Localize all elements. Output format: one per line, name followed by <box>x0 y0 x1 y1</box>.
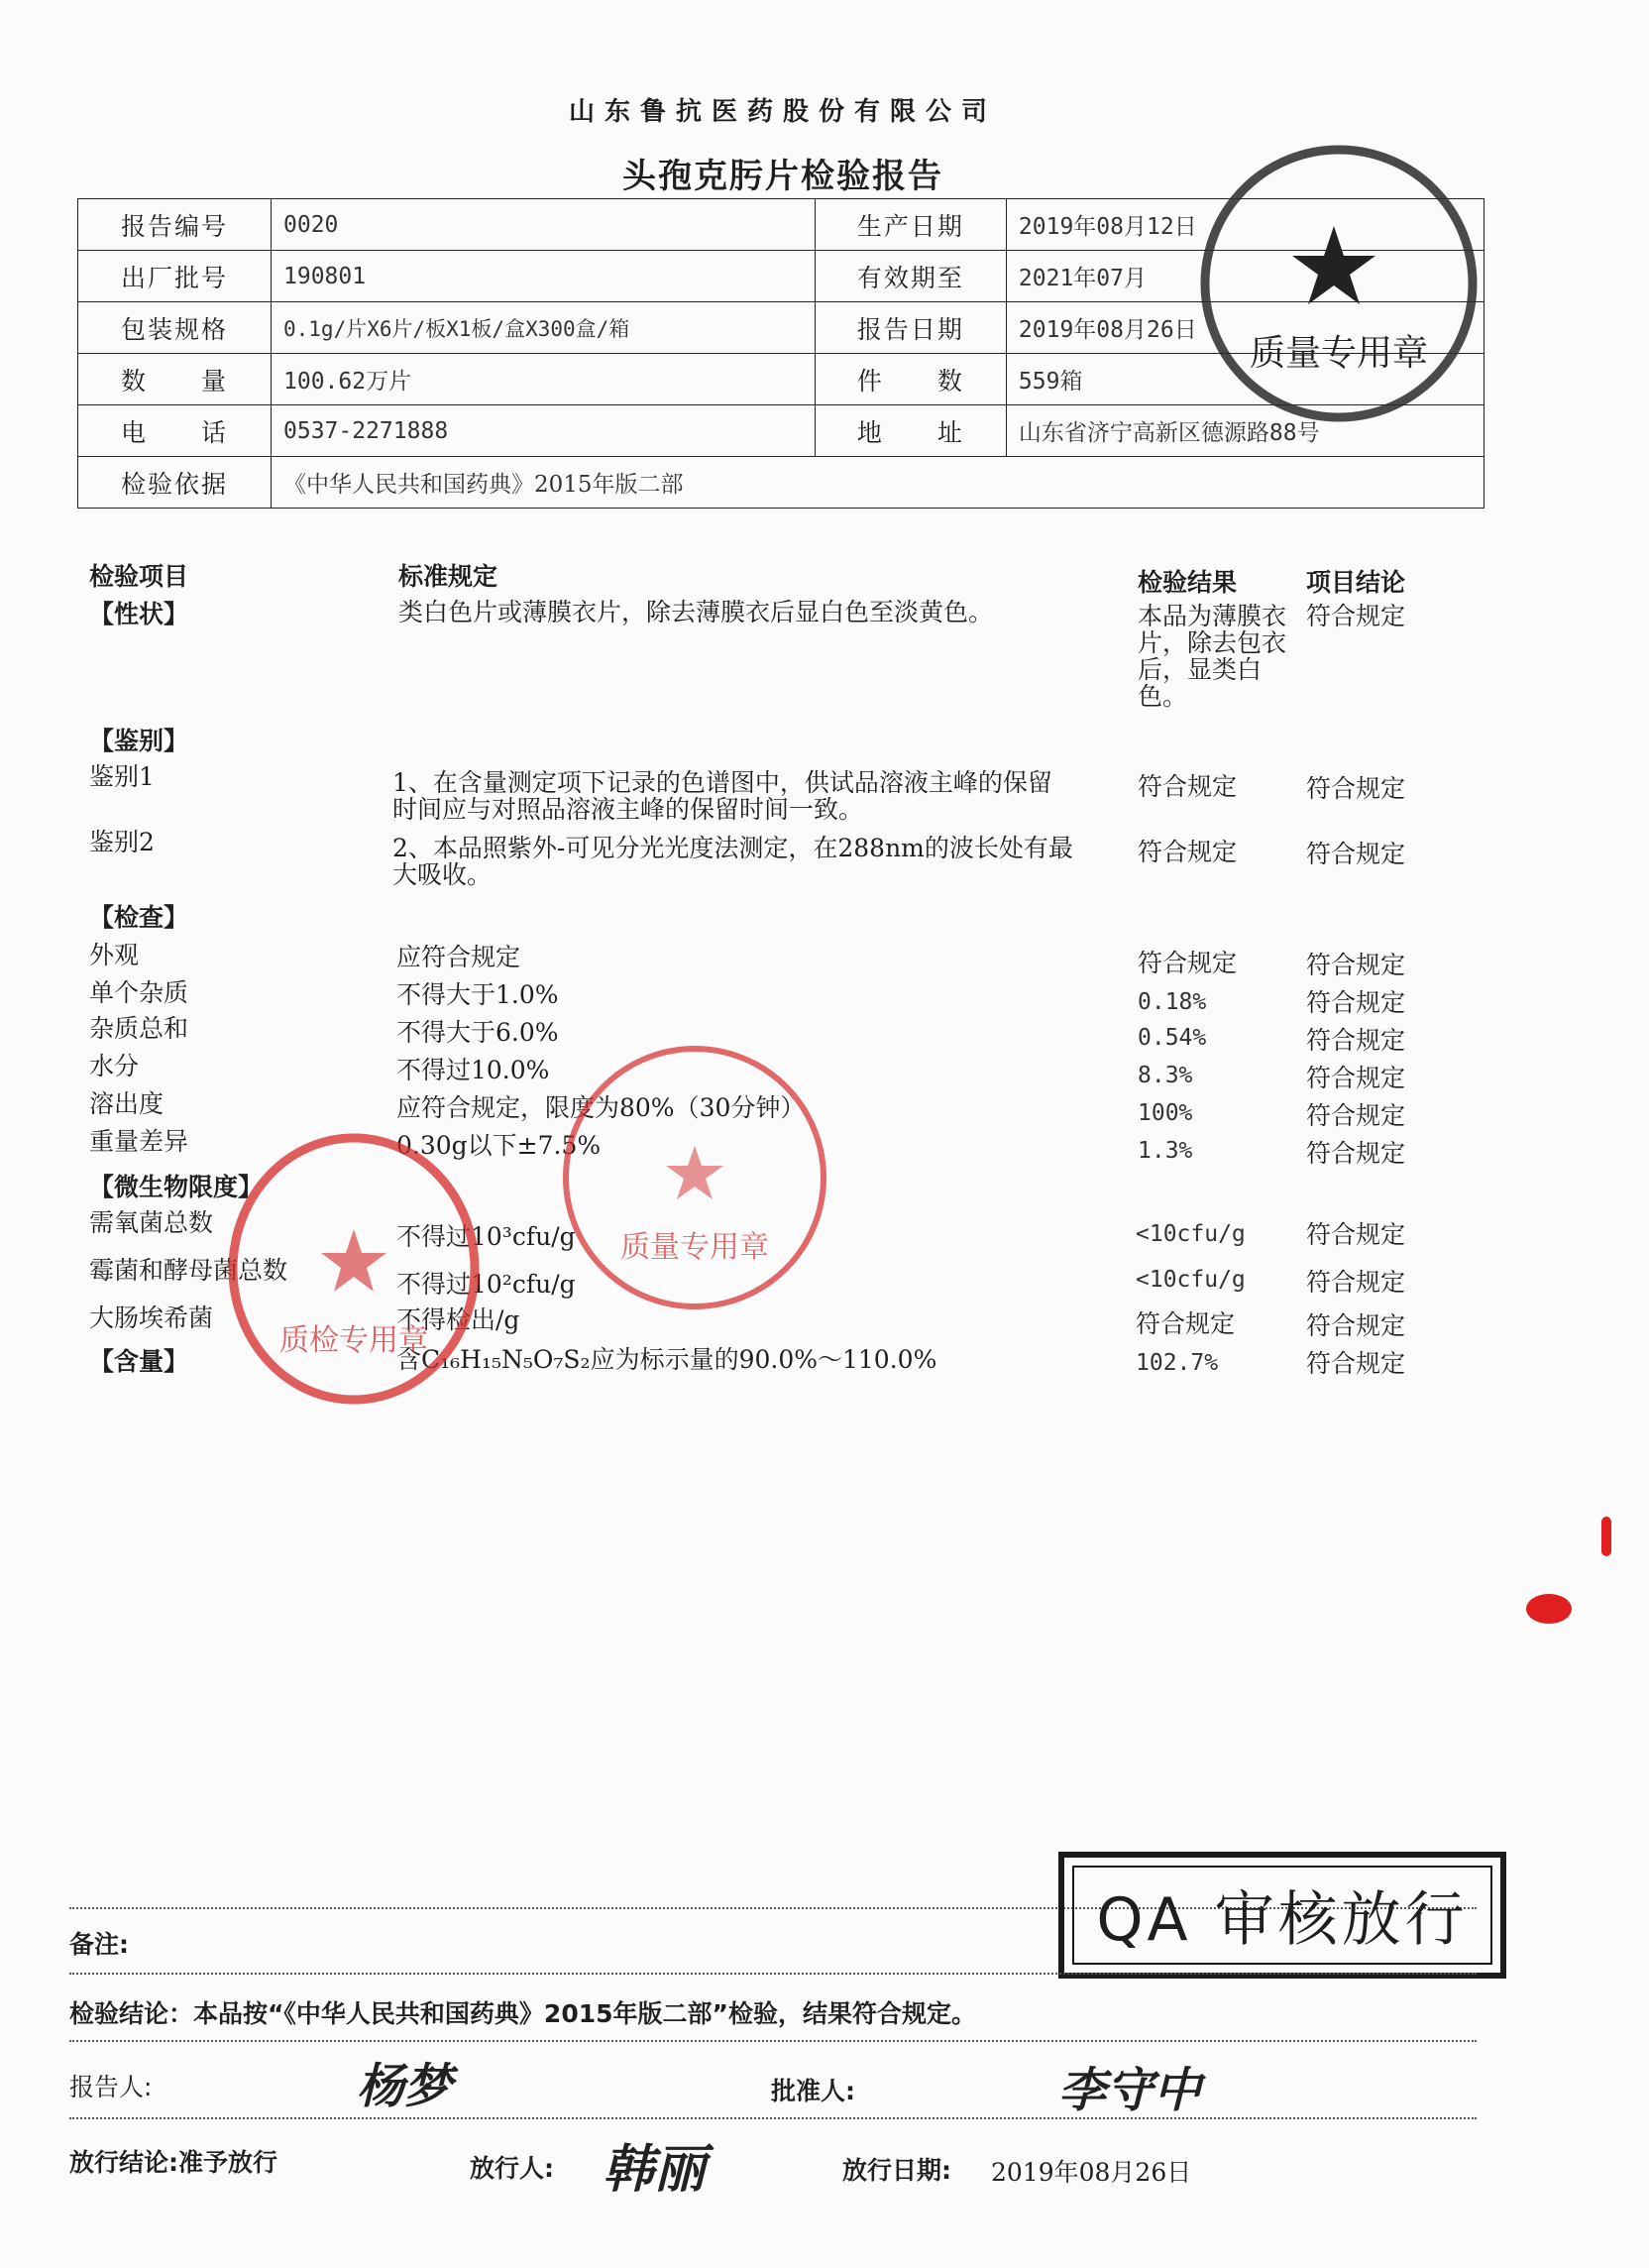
phone-value: 0537-2271888 <box>272 405 816 457</box>
assay-standard: 含C₁₆H₁₅N₅O₇S₂应为标示量的90.0%～110.0% <box>396 1345 937 1374</box>
total-imp-standard: 不得大于6.0% <box>396 1018 559 1047</box>
appearance-result: 本品为薄膜衣片，除去包衣后，显类白色。 <box>1138 602 1287 711</box>
section-tests: 【检查】 <box>89 903 189 932</box>
col-standard-header: 标准规定 <box>398 562 498 591</box>
svg-text:质检专用章: 质检专用章 <box>279 1323 428 1358</box>
ecoli-item: 大肠埃希菌 <box>89 1304 214 1332</box>
appearance-conclusion: 符合规定 <box>1306 602 1406 630</box>
reporter-label: 报告人: <box>69 2073 153 2101</box>
ident2-item: 鉴别2 <box>89 828 155 856</box>
red-seal-left <box>220 1120 488 1418</box>
ident2-conclusion: 符合规定 <box>1306 840 1406 868</box>
total-imp-result: 0.54% <box>1138 1025 1207 1051</box>
water-item: 水分 <box>89 1052 140 1080</box>
report-date-value: 2019年08月26日 <box>1006 302 1484 354</box>
look-conclusion: 符合规定 <box>1306 951 1406 979</box>
batch-value: 190801 <box>272 251 816 302</box>
single-imp-conclusion: 符合规定 <box>1306 988 1406 1017</box>
col-item-header: 检验项目 <box>89 562 189 591</box>
report-no-label: 报告编号 <box>78 199 272 251</box>
ecoli-conclusion: 符合规定 <box>1306 1311 1406 1340</box>
weight-result: 1.3% <box>1138 1138 1193 1164</box>
company-name: 山东鲁抗医药股份有限公司 <box>568 97 997 127</box>
svg-text:质量专用章: 质量专用章 <box>1249 333 1429 374</box>
ident2-result: 符合规定 <box>1138 838 1238 866</box>
mold-result: <10cfu/g <box>1136 1267 1246 1293</box>
ecoli-standard: 不得检出/g <box>396 1305 520 1334</box>
addr-value: 山东省济宁高新区德源路88号 <box>1006 405 1484 457</box>
section-microbial: 【微生物限度】 <box>89 1173 264 1201</box>
release-conclusion: 放行结论:准予放行 <box>69 2148 277 2177</box>
prod-date-value: 2019年08月12日 <box>1006 199 1484 251</box>
red-seal-center <box>551 1029 838 1326</box>
dissolution-conclusion: 符合规定 <box>1306 1101 1406 1130</box>
assay-result: 102.7% <box>1136 1350 1219 1376</box>
release-date-label: 放行日期: <box>842 2156 951 2185</box>
section-assay: 【含量】 <box>89 1347 189 1376</box>
mold-standard: 不得过10²cfu/g <box>396 1270 576 1299</box>
release-date-value: 2019年08月26日 <box>991 2158 1192 2187</box>
pieces-label: 件 数 <box>815 354 1006 405</box>
red-ink-mark <box>1601 1517 1611 1556</box>
ident2-standard: 2、本品照紫外-可见分光光度法测定，在288nm的波长处有最大吸收。 <box>392 834 1073 889</box>
aerobic-standard: 不得过10³cfu/g <box>396 1222 576 1251</box>
addr-label: 地 址 <box>815 405 1006 457</box>
dissolution-result: 100% <box>1138 1100 1193 1126</box>
ident1-item: 鉴别1 <box>89 762 155 791</box>
releaser-label: 放行人: <box>470 2154 554 2183</box>
pack-value: 0.1g/片X6片/板X1板/盒X300盒/箱 <box>272 302 816 354</box>
single-imp-result: 0.18% <box>1138 989 1207 1015</box>
ident1-conclusion: 符合规定 <box>1306 774 1406 803</box>
qa-release-stamp-text: QA 审核放行 <box>1072 1866 1492 1965</box>
company-quality-seal <box>1185 135 1492 432</box>
report-title: 头孢克肟片检验报告 <box>622 157 943 196</box>
col-conclusion-header: 项目结论 <box>1306 568 1406 597</box>
qty-label: 数 量 <box>78 354 272 405</box>
svg-text:质量专用章: 质量专用章 <box>620 1230 769 1265</box>
report-date-label: 报告日期 <box>815 302 1006 354</box>
single-imp-standard: 不得大于1.0% <box>396 980 559 1009</box>
weight-item: 重量差异 <box>89 1127 189 1156</box>
ident1-standard: 1、在含量测定项下记录的色谱图中，供试品溶液主峰的保留时间应与对照品溶液主峰的保留时间一致。 <box>392 768 1052 824</box>
ident1-result: 符合规定 <box>1138 772 1238 801</box>
reporter-signature: 杨梦 <box>357 2059 453 2114</box>
mold-conclusion: 符合规定 <box>1306 1268 1406 1297</box>
dissolution-standard: 应符合规定，限度为80%（30分钟） <box>396 1093 806 1122</box>
look-standard: 应符合规定 <box>396 943 521 971</box>
water-conclusion: 符合规定 <box>1306 1064 1406 1092</box>
col-result-header: 检验结果 <box>1138 568 1238 597</box>
water-standard: 不得过10.0% <box>396 1056 550 1084</box>
qty-value: 100.62万片 <box>272 354 816 405</box>
releaser-signature: 韩丽 <box>603 2139 707 2200</box>
section-appearance: 【性状】 <box>89 600 189 628</box>
look-result: 符合规定 <box>1138 949 1238 977</box>
pack-label: 包装规格 <box>78 302 272 354</box>
qa-release-stamp <box>1058 1852 1506 1979</box>
total-imp-item: 杂质总和 <box>89 1014 189 1043</box>
look-item: 外观 <box>89 941 140 969</box>
mold-item: 霉菌和酵母菌总数 <box>89 1256 288 1285</box>
ecoli-result: 符合规定 <box>1136 1309 1236 1338</box>
expiry-label: 有效期至 <box>815 251 1006 302</box>
assay-conclusion: 符合规定 <box>1306 1349 1406 1378</box>
water-result: 8.3% <box>1138 1063 1193 1088</box>
remark-label: 备注: <box>69 1930 129 1959</box>
aerobic-conclusion: 符合规定 <box>1306 1220 1406 1249</box>
aerobic-item: 需氧菌总数 <box>89 1208 214 1237</box>
aerobic-result: <10cfu/g <box>1136 1221 1246 1247</box>
pieces-value: 559箱 <box>1006 354 1484 405</box>
expiry-value: 2021年07月 <box>1006 251 1484 302</box>
basis-value: 《中华人民共和国药典》2015年版二部 <box>272 457 1484 509</box>
appearance-standard: 类白色片或薄膜衣片，除去薄膜衣后显白色至淡黄色。 <box>398 598 994 626</box>
red-ink-blot <box>1526 1594 1572 1624</box>
basis-label: 检验依据 <box>78 457 272 509</box>
batch-label: 出厂批号 <box>78 251 272 302</box>
total-imp-conclusion: 符合规定 <box>1306 1026 1406 1055</box>
prod-date-label: 生产日期 <box>815 199 1006 251</box>
weight-standard: 0.30g以下±7.5% <box>396 1131 602 1160</box>
weight-conclusion: 符合规定 <box>1306 1139 1406 1168</box>
report-no-value: 0020 <box>272 199 816 251</box>
inspection-conclusion: 检验结论：本品按“《中华人民共和国药典》2015年版二部”检验，结果符合规定。 <box>69 1999 976 2028</box>
dissolution-item: 溶出度 <box>89 1089 165 1118</box>
single-imp-item: 单个杂质 <box>89 978 189 1007</box>
approver-signature: 李守中 <box>1058 2063 1202 2118</box>
phone-label: 电 话 <box>78 405 272 457</box>
approver-label: 批准人: <box>771 2077 855 2105</box>
section-identification: 【鉴别】 <box>89 727 189 755</box>
